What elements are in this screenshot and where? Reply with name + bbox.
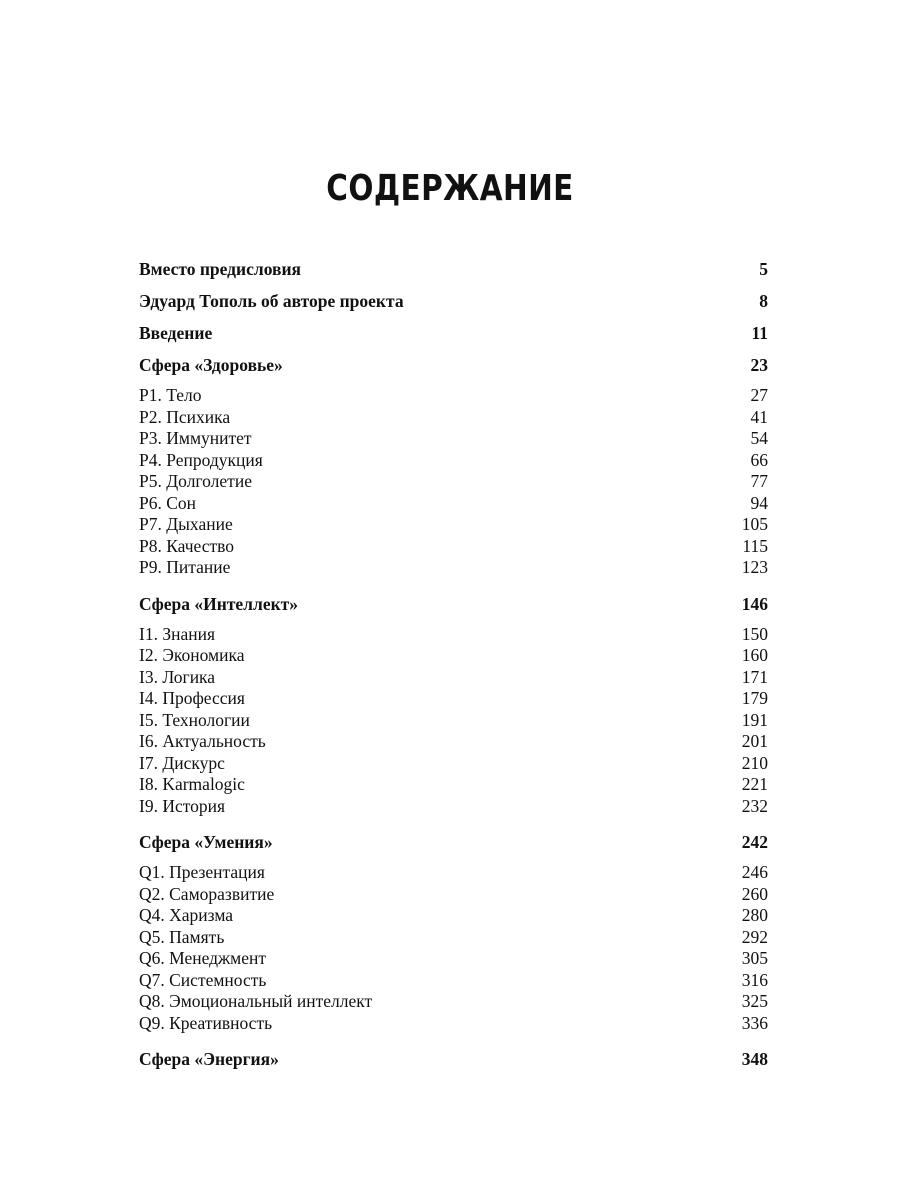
toc-entry[interactable] — [139, 688, 768, 710]
dot-leader — [219, 682, 738, 683]
toc-page-number: 201 — [741, 731, 768, 751]
toc-page-number: 280 — [741, 905, 768, 925]
toc-page-number: 191 — [741, 709, 768, 730]
toc-entry[interactable] — [139, 536, 768, 558]
dot-leader — [270, 746, 738, 747]
toc-entry-title: Введение — [139, 323, 213, 343]
toc-entry-title: I3. Логика — [139, 666, 216, 687]
toc-entry[interactable] — [139, 731, 768, 753]
dot-leader — [269, 877, 738, 878]
table-of-contents — [139, 253, 768, 1075]
dot-leader — [234, 422, 746, 423]
toc-page-number: 146 — [741, 593, 768, 614]
toc-entry[interactable] — [139, 991, 768, 1013]
toc-page-number: 336 — [741, 1012, 768, 1033]
toc-entry[interactable] — [139, 450, 768, 472]
toc-entry[interactable] — [139, 385, 768, 407]
toc-entry-title: I8. Karmalogic — [139, 774, 245, 794]
toc-entry-title: Q7. Системность — [139, 969, 267, 990]
toc-section-entry[interactable] — [139, 349, 768, 381]
toc-entry[interactable] — [139, 471, 768, 493]
toc-entry[interactable] — [139, 667, 768, 689]
dot-leader — [278, 899, 738, 900]
toc-entry[interactable] — [139, 970, 768, 992]
toc-page-number: 179 — [741, 688, 768, 708]
toc-entry[interactable] — [139, 774, 768, 796]
dot-leader — [287, 370, 747, 371]
toc-entry-title: I5. Технологии — [139, 709, 250, 730]
toc-page-number: 292 — [741, 926, 768, 947]
dot-leader — [234, 572, 737, 573]
toc-entry-title: Р1. Тело — [139, 385, 202, 405]
dot-leader — [219, 639, 738, 640]
dot-leader — [237, 920, 738, 921]
toc-entry-title: Q9. Креативность — [139, 1012, 273, 1033]
dot-leader — [248, 660, 737, 661]
toc-entry-title: Сфера «Энергия» — [139, 1049, 279, 1069]
dot-leader — [238, 551, 738, 552]
toc-section-entry[interactable] — [139, 1043, 768, 1075]
toc-section-entry[interactable] — [139, 253, 768, 285]
toc-page-number: 8 — [759, 291, 768, 311]
dot-leader — [216, 338, 747, 339]
toc-entry[interactable] — [139, 514, 768, 536]
toc-entry-title: I4. Профессия — [139, 688, 245, 708]
toc-section-entry[interactable] — [139, 317, 768, 349]
toc-entry[interactable] — [139, 407, 768, 429]
toc-entry[interactable] — [139, 862, 768, 884]
toc-entry-title: Q8. Эмоциональный интеллект — [139, 991, 373, 1011]
toc-page-number: 242 — [741, 832, 768, 852]
toc-entry-title: I1. Знания — [139, 623, 216, 644]
toc-page-number: 94 — [750, 492, 768, 513]
toc-entry[interactable] — [139, 753, 768, 775]
toc-page-number: 316 — [741, 969, 768, 990]
toc-page-number: 66 — [750, 449, 768, 470]
toc-entry-title: Р9. Питание — [139, 557, 231, 577]
toc-entry[interactable] — [139, 428, 768, 450]
toc-entry-title: Сфера «Умения» — [139, 832, 273, 852]
toc-entry-title: Р6. Сон — [139, 492, 197, 513]
dot-leader — [229, 768, 738, 769]
toc-page-number: 11 — [751, 323, 768, 343]
toc-page-number: 325 — [741, 991, 768, 1011]
dot-leader — [305, 274, 755, 275]
dot-leader — [254, 725, 738, 726]
toc-entry-title: I9. История — [139, 795, 226, 816]
toc-entry-title: Р3. Иммунитет — [139, 428, 252, 448]
toc-entry[interactable] — [139, 905, 768, 927]
toc-entry[interactable] — [139, 710, 768, 732]
dot-leader — [302, 609, 738, 610]
toc-entry[interactable] — [139, 927, 768, 949]
toc-entry[interactable] — [139, 948, 768, 970]
toc-section-entry[interactable] — [139, 826, 768, 858]
toc-page-number: 105 — [741, 514, 768, 534]
toc-entry-title: Эдуард Тополь об авторе проекта — [139, 291, 404, 311]
toc-entry-title: I6. Актуальность — [139, 731, 266, 751]
toc-page-number: 260 — [741, 883, 768, 904]
dot-leader — [206, 400, 747, 401]
toc-page-number: 54 — [750, 428, 768, 448]
toc-entry-title: Р7. Дыхание — [139, 514, 233, 534]
toc-section-entry[interactable] — [139, 588, 768, 620]
toc-page-number: 305 — [741, 948, 768, 968]
dot-leader — [376, 1006, 738, 1007]
toc-page-number: 348 — [741, 1049, 768, 1069]
toc-entry-title: Вместо предисловия — [139, 259, 302, 279]
toc-entry-title: Р8. Качество — [139, 535, 235, 556]
dot-leader — [408, 306, 756, 307]
dot-leader — [249, 789, 738, 790]
toc-entry-title: Р2. Психика — [139, 406, 231, 427]
toc-page-number: 160 — [741, 645, 768, 665]
toc-page-number: 23 — [750, 355, 768, 375]
toc-entry[interactable] — [139, 645, 768, 667]
toc-entry[interactable] — [139, 1013, 768, 1035]
toc-page-number: 27 — [750, 385, 768, 405]
dot-leader — [270, 985, 737, 986]
toc-entry-title: Q5. Память — [139, 926, 225, 947]
toc-page-number: 246 — [741, 862, 768, 882]
toc-entry-title: Q4. Харизма — [139, 905, 234, 925]
toc-entry[interactable] — [139, 557, 768, 579]
toc-entry[interactable] — [139, 493, 768, 515]
toc-page-number: 210 — [741, 752, 768, 773]
toc-entry-title: Р4. Репродукция — [139, 449, 263, 470]
toc-page-number: 115 — [742, 535, 768, 556]
toc-entry-title: Q6. Менеджмент — [139, 948, 266, 968]
page-title: СОДЕРЖАНИЕ — [326, 168, 574, 209]
dot-leader — [256, 443, 747, 444]
toc-entry[interactable] — [139, 884, 768, 906]
toc-entry-title: Р5. Долголетие — [139, 471, 252, 491]
dot-leader — [276, 1028, 738, 1029]
toc-page-number: 5 — [759, 259, 768, 279]
toc-page-number: 150 — [741, 623, 768, 644]
toc-entry-title: Сфера «Здоровье» — [139, 355, 283, 375]
dot-leader — [200, 508, 746, 509]
dot-leader — [229, 811, 738, 812]
toc-page-number: 232 — [741, 795, 768, 816]
toc-entry[interactable] — [139, 624, 768, 646]
section-spacer — [139, 1034, 768, 1043]
toc-entry-title: I2. Экономика — [139, 645, 245, 665]
toc-section-entry[interactable] — [139, 285, 768, 317]
toc-page-number: 123 — [741, 557, 768, 577]
toc-page-number: 221 — [741, 774, 768, 794]
dot-leader — [267, 465, 747, 466]
dot-leader — [270, 963, 738, 964]
section-spacer — [139, 579, 768, 588]
toc-page-number: 77 — [750, 471, 768, 491]
dot-leader — [237, 529, 738, 530]
section-spacer — [139, 817, 768, 826]
dot-leader — [228, 942, 737, 943]
dot-leader — [249, 703, 738, 704]
toc-entry-title: Q2. Саморазвитие — [139, 883, 275, 904]
toc-entry-title: I7. Дискурс — [139, 752, 225, 773]
toc-entry[interactable] — [139, 796, 768, 818]
toc-entry-title: Сфера «Интеллект» — [139, 593, 299, 614]
toc-page-number: 41 — [750, 406, 768, 427]
toc-page-number: 171 — [741, 666, 768, 687]
toc-entry-title: Q1. Презентация — [139, 862, 265, 882]
dot-leader — [283, 1064, 738, 1065]
dot-leader — [277, 847, 738, 848]
dot-leader — [256, 486, 747, 487]
